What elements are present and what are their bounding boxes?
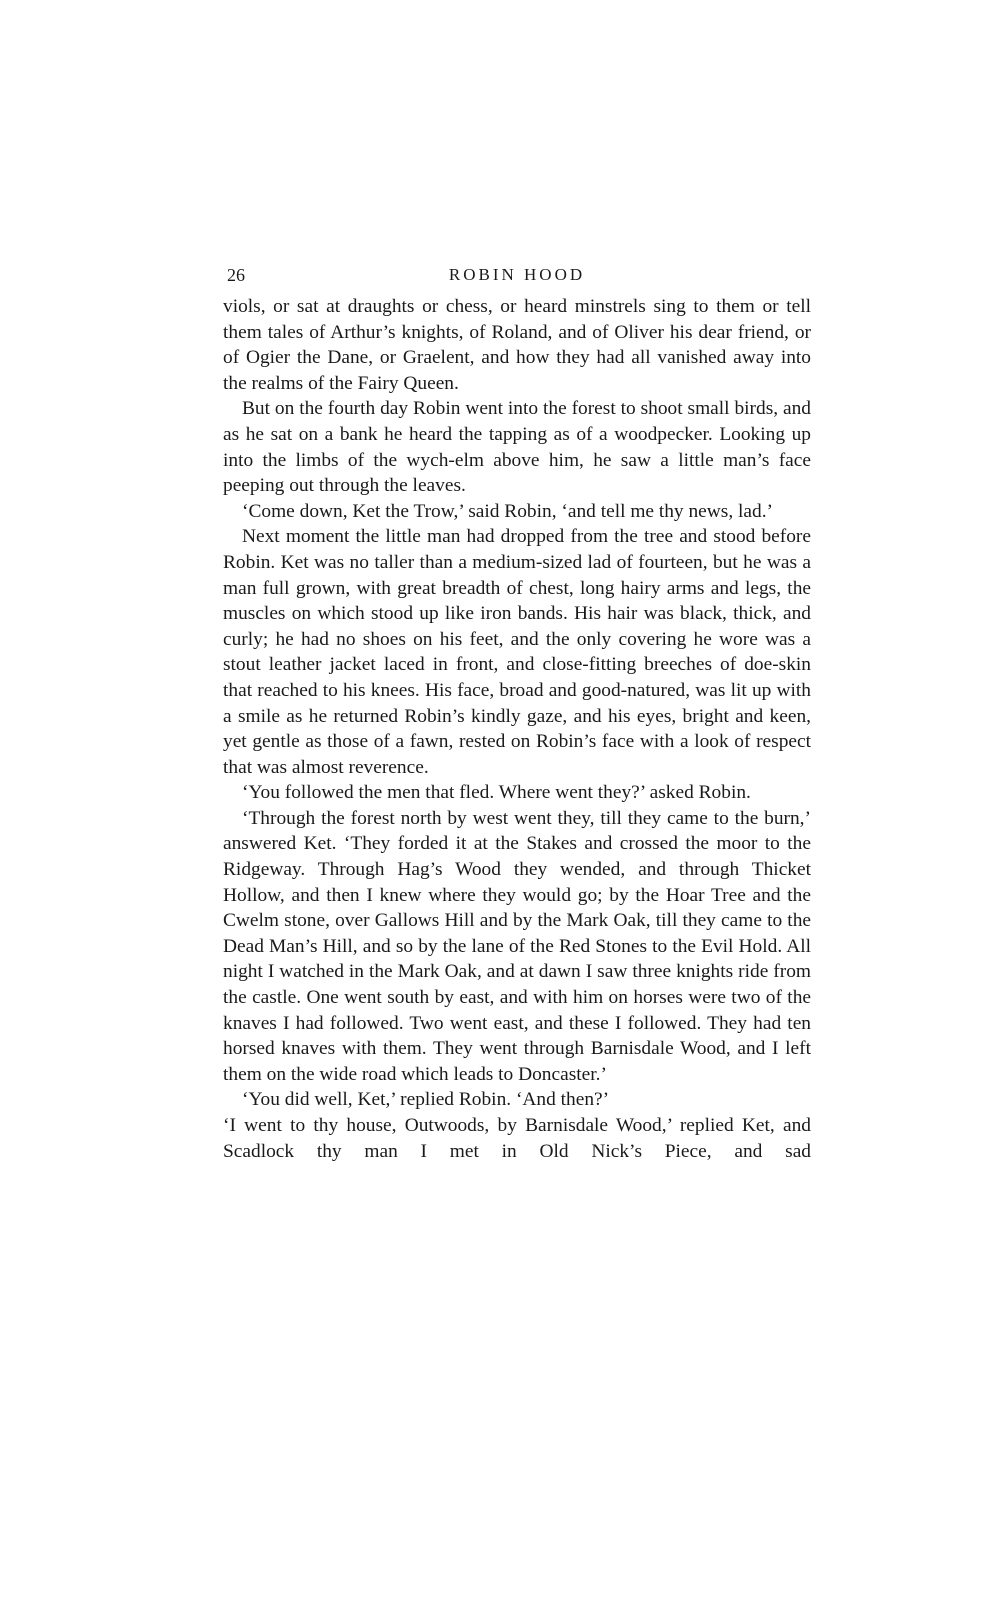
paragraph: ‘You did well, Ket,’ replied Robin. ‘And then?’	[242, 1089, 610, 1111]
paragraph: But on the fourth day Robin went into the forest to shoot small birds, and as he sat on a bank he heard the tapping as of a woodpecker. Looking up into the limbs of the wych-elm above him, he saw a little man’s face peeping out through the leaves.	[223, 398, 811, 497]
paragraph: ‘You followed the men that fled. Where went they?’ asked Robin.	[242, 782, 751, 804]
paragraph-continuation: viols, or sat at draughts or chess, or heard minstrels sing to them or tell them tales of Arthur’s knights, of Roland, and of Oliver his dear friend, or of Ogier the Dane, or Graelent, and how they had all vanished away into the realms of the Fairy Queen.	[223, 296, 811, 394]
book-page	[223, 262, 811, 1164]
page-number: 26	[227, 265, 245, 285]
paragraph: ‘Through the forest north by west went they, till they came to the burn,’ answered Ket. ‘They forded it at the Stakes and crossed the moor to the Ridgeway. Through Hag’s Wood they wended, and through Thicket Hollow, and then I knew where they would go; by the Hoar Tree and the Cwelm stone, over Gallows Hill and by the Mark Oak, till they came to the Dead Man’s Hill, and so by the lane of the Red Stones to the Evil Hold. All night I watched in the Mark Oak, and at dawn I saw three knights ride from the castle. One went south by east, and with him on horses were two of the knaves I had followed. Two went east, and these I followed. They had ten horsed knaves with them. They went through Barnisdale Wood, and I left them on the wide road which leads to Doncaster.’	[223, 807, 811, 1085]
running-title: ROBIN HOOD	[448, 265, 586, 284]
body-text	[223, 294, 811, 1164]
running-header	[223, 262, 811, 288]
paragraph-runover: ‘I went to thy house, Outwoods, by Barnisdale Wood,’ replied Ket, and Scadlock thy man I met in Old Nick’s Piece, and sad	[223, 1115, 811, 1162]
paragraph: Next moment the little man had dropped from the tree and stood before Robin. Ket was no taller than a medium-sized lad of fourteen, but he was a man full grown, with great breadth of chest, long hairy arms and legs, the muscles on which stood up like iron bands. His hair was black, thick, and curly; he had no shoes on his feet, and the only covering he wore was a stout leather jacket laced in front, and close-fitting breeches of doe-skin that reached to his knees. His face, broad and good-natured, was lit up with a smile as he returned Robin’s kindly gaze, and his eyes, bright and keen, yet gentle as those of a fawn, rested on Robin’s face with a look of respect that was almost reverence.	[223, 526, 811, 778]
paragraph: ‘Come down, Ket the Trow,’ said Robin, ‘and tell me thy news, lad.’	[242, 500, 774, 522]
